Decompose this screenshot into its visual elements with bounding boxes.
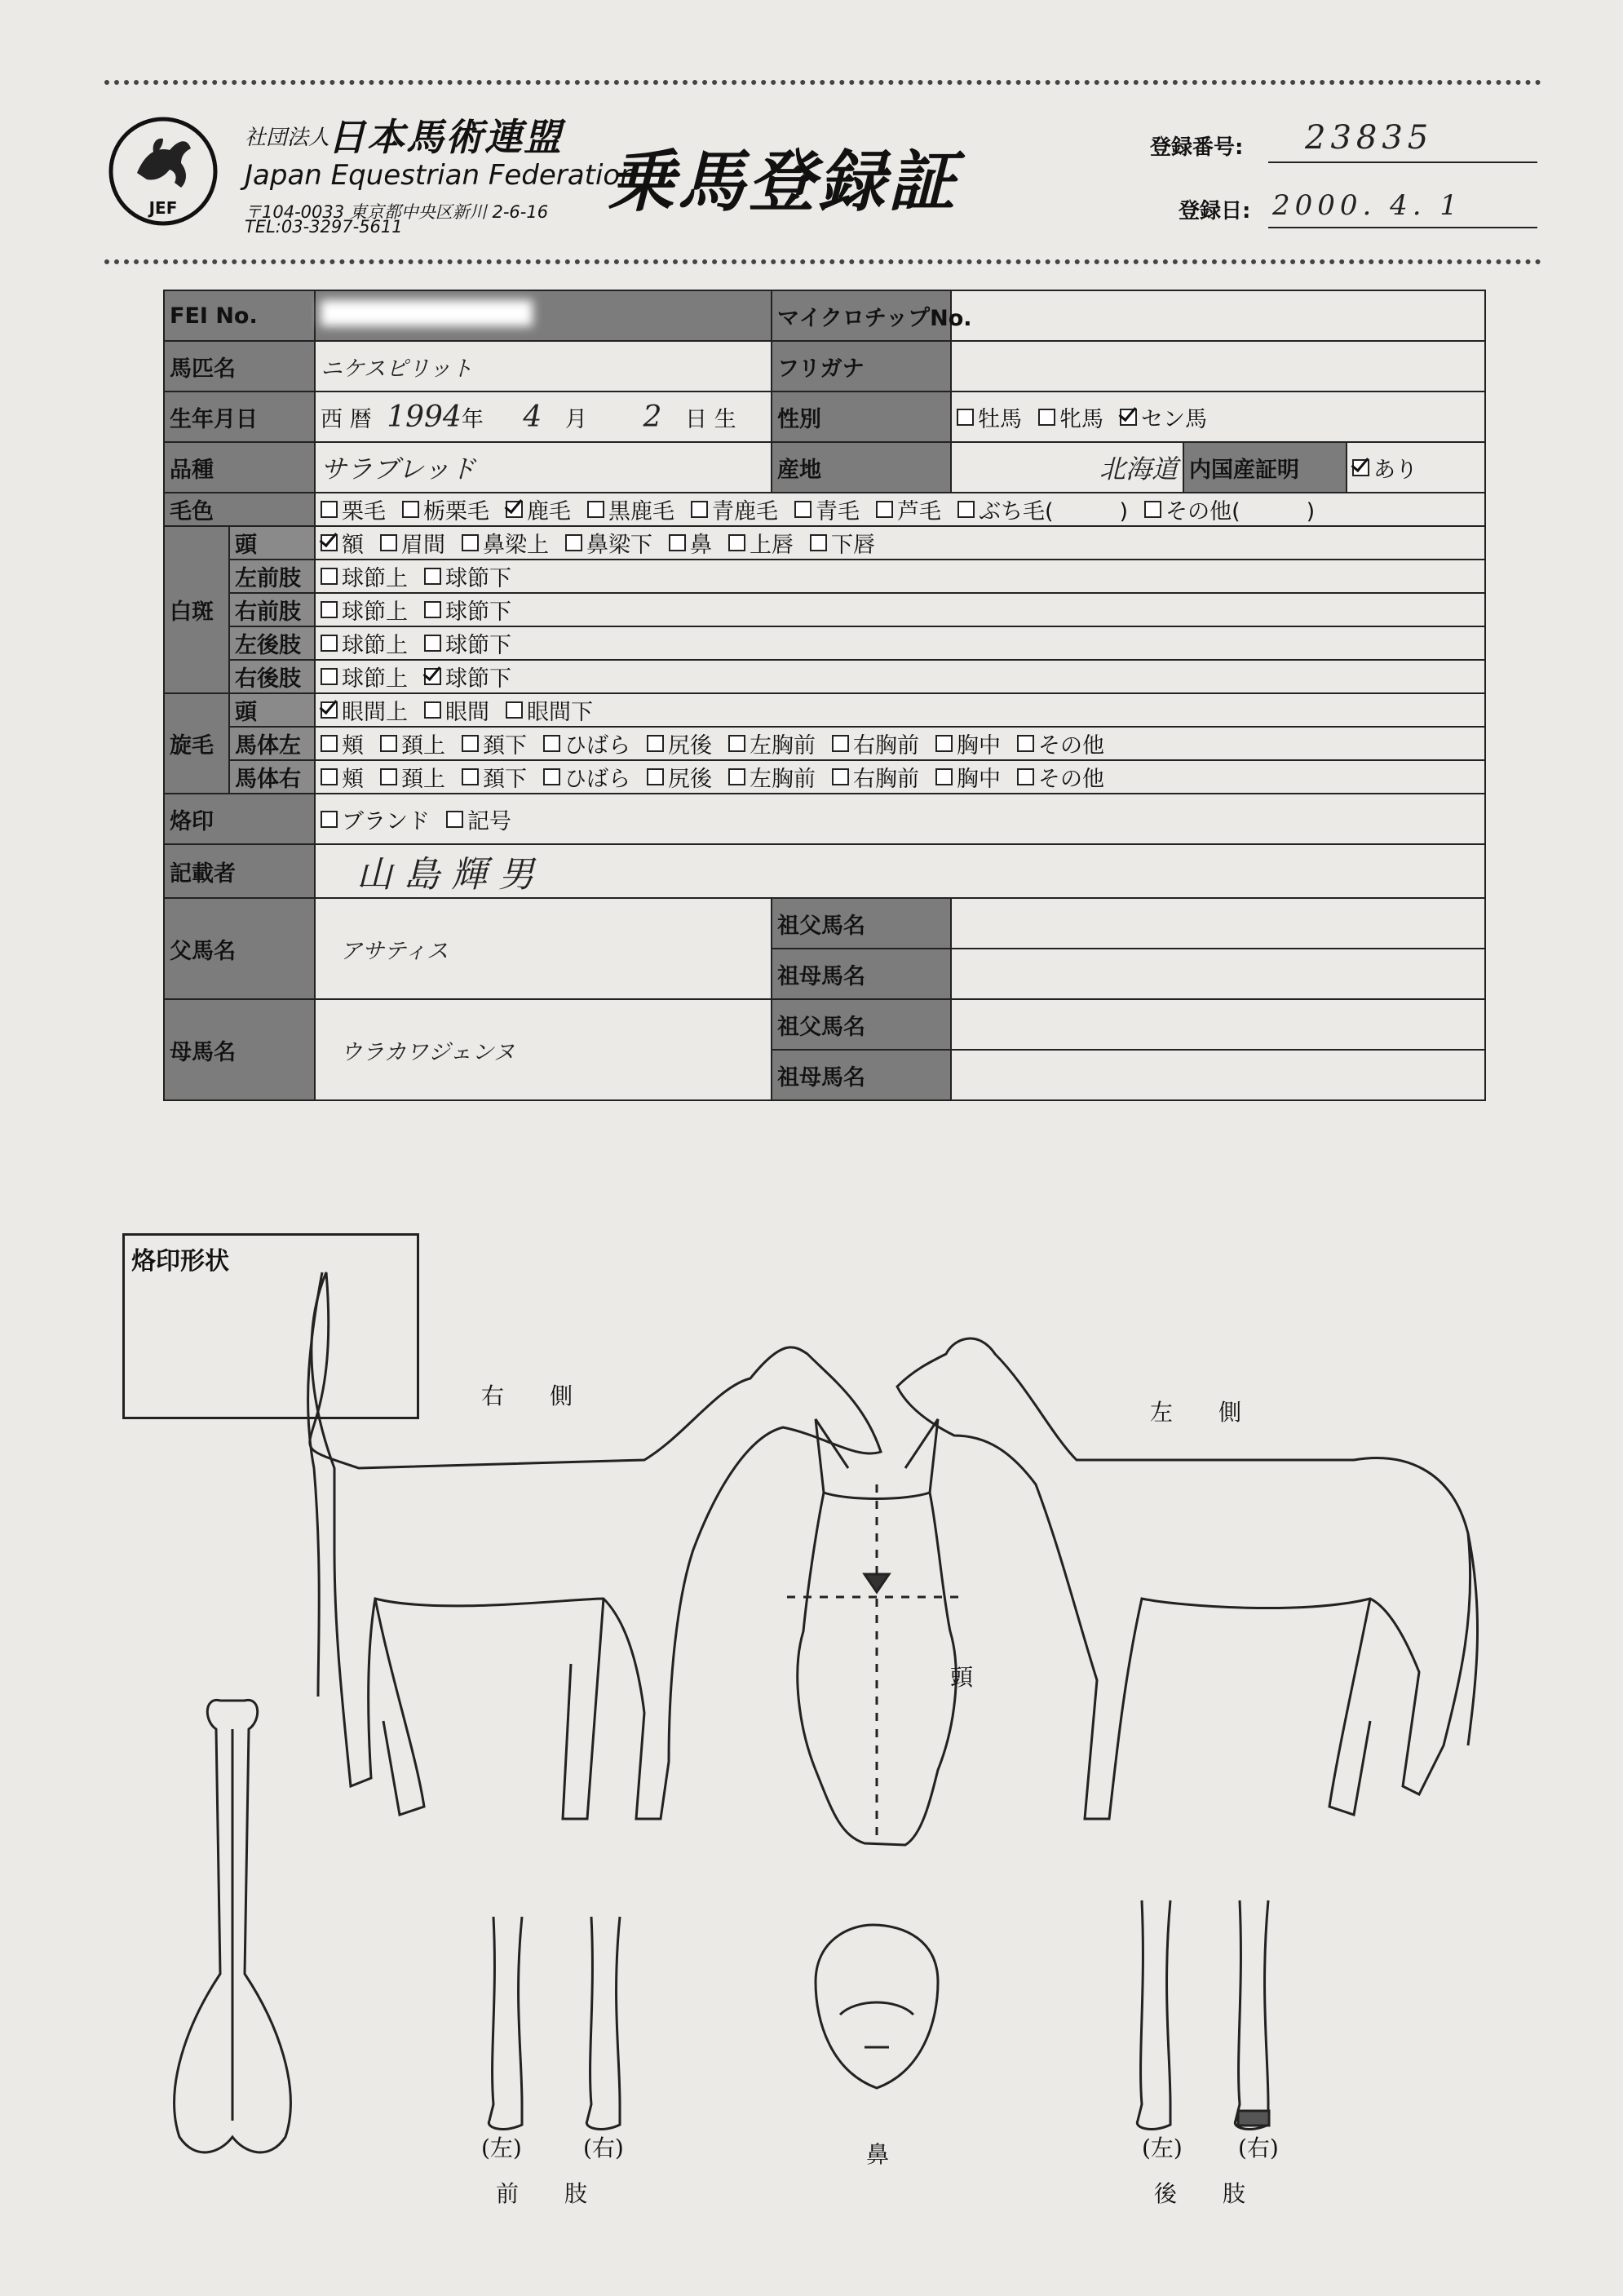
option-label: 右胸前 xyxy=(853,767,919,792)
org-corp: 社団法人 xyxy=(245,126,330,150)
option-label: 球節上 xyxy=(342,666,408,692)
origin-text: 北海道 xyxy=(1099,453,1178,484)
forelimb-label: 前 肢 xyxy=(496,2180,588,2207)
document-title: 乗馬登録証 xyxy=(608,144,958,221)
option-label: 牝馬 xyxy=(1059,406,1103,432)
option-label: セン馬 xyxy=(1141,406,1207,432)
option-label: 胸中 xyxy=(957,733,1001,759)
option-label: 眼間上 xyxy=(342,700,408,725)
option-label: 球節上 xyxy=(342,599,408,625)
option-label: 鼻 xyxy=(690,533,712,558)
org-tel: TEL:03-3297-5611 xyxy=(245,217,403,237)
whorl-part-0: 頭 xyxy=(229,693,315,727)
head-label: 頭 xyxy=(950,1664,974,1691)
option-label: 眼間下 xyxy=(527,700,593,725)
option-label: 下唇 xyxy=(831,533,875,558)
option-label: その他( ) xyxy=(1165,499,1316,524)
coat-label: 毛色 xyxy=(164,493,315,526)
reg-no-label: 登録番号: xyxy=(1150,135,1244,160)
option-label: ぶち毛( ) xyxy=(979,499,1129,524)
option-label: 鼻梁下 xyxy=(586,533,652,558)
recorder-label: 記載者 xyxy=(164,844,315,898)
sire-granddam-label: 祖母馬名 xyxy=(772,949,951,999)
option-label: 左胸前 xyxy=(750,733,816,759)
option-label: 尻後 xyxy=(668,767,712,792)
option-label: ひばら xyxy=(564,767,630,792)
fei-label: FEI No. xyxy=(164,290,315,341)
breed-value[interactable]: サラブレッド xyxy=(315,442,772,493)
option-label: 頚上 xyxy=(401,767,445,792)
option-label: 左胸前 xyxy=(750,767,816,792)
fore-right-limb xyxy=(586,1917,620,2129)
option-label: 黒鹿毛 xyxy=(608,499,674,524)
option-label: ひばら xyxy=(564,733,630,759)
option-label: 鹿毛 xyxy=(527,499,571,524)
origin-label: 産地 xyxy=(772,442,951,493)
sire-grandsire-label: 祖父馬名 xyxy=(772,898,951,949)
month-unit: 月 xyxy=(564,406,587,432)
day-unit: 日 生 xyxy=(685,406,736,432)
option-label: 頬 xyxy=(342,733,364,759)
whorl-part-1: 馬体左 xyxy=(229,727,315,760)
option-label: 青鹿毛 xyxy=(712,499,778,524)
white-label: 白斑 xyxy=(164,526,229,693)
option-label: その他 xyxy=(1038,733,1104,759)
option-label: 栃栗毛 xyxy=(423,499,489,524)
nose-diagram xyxy=(816,1925,938,2088)
domestic-cert-option: あり xyxy=(1373,457,1417,483)
horse-name-label: 馬匹名 xyxy=(164,341,315,392)
option-label: 胸中 xyxy=(957,767,1001,792)
brand-label: 烙印 xyxy=(164,794,315,844)
dam-grandsire-label: 祖父馬名 xyxy=(772,999,951,1050)
sire-value[interactable]: アサティス xyxy=(315,898,772,999)
org-address: 〒104-0033 東京都中央区新川 2-6-16 xyxy=(245,202,549,222)
option-label: 頬 xyxy=(342,767,364,792)
hind-right-limb xyxy=(1235,1900,1268,2129)
option-label: 球節下 xyxy=(445,599,511,625)
hind-left-limb xyxy=(1137,1900,1170,2129)
option-label: ブランド xyxy=(342,808,430,834)
org-name-en: Japan Equestrian Federation xyxy=(245,159,638,192)
hind-left-label: (左) xyxy=(1142,2135,1183,2161)
birth-day: 2 xyxy=(643,400,662,434)
whorl-label: 旋毛 xyxy=(164,693,229,794)
option-label: 球節下 xyxy=(445,566,511,591)
option-label: 頚上 xyxy=(401,733,445,759)
right-side-label: 右 側 xyxy=(481,1382,573,1409)
fore-left-limb xyxy=(489,1917,522,2129)
option-label: 球節下 xyxy=(445,666,511,692)
sire-label: 父馬名 xyxy=(164,898,315,999)
option-label: 記号 xyxy=(467,808,511,834)
sex-label: 性別 xyxy=(772,392,951,442)
recorder-value[interactable]: 山島輝男 xyxy=(315,844,1485,898)
logo-text: JEF xyxy=(148,198,178,218)
option-label: その他 xyxy=(1038,767,1104,792)
option-label: 球節上 xyxy=(342,566,408,591)
option-label: 上唇 xyxy=(750,533,794,558)
white-part-1: 左前肢 xyxy=(229,560,315,593)
reg-date-value: 2000. 4. 1 xyxy=(1272,189,1463,222)
white-part-0: 頭 xyxy=(229,526,315,560)
birth-label: 生年月日 xyxy=(164,392,315,442)
fore-right-label: (右) xyxy=(583,2135,624,2161)
right-side-horse xyxy=(310,1272,881,1819)
furigana-label: フリガナ xyxy=(772,341,951,392)
domestic-cert-label: 内国産証明 xyxy=(1183,442,1347,493)
reg-date-label: 登録日: xyxy=(1179,199,1251,223)
year-unit: 年 xyxy=(461,406,484,432)
option-label: 眉間 xyxy=(401,533,445,558)
breed-label: 品種 xyxy=(164,442,315,493)
option-label: 額 xyxy=(342,533,364,558)
option-label: 青毛 xyxy=(816,499,860,524)
option-label: 頚下 xyxy=(483,733,527,759)
option-label: 鼻梁上 xyxy=(483,533,549,558)
microchip-label: マイクロチップNo. xyxy=(772,290,951,341)
birth-month: 4 xyxy=(523,400,542,434)
brand-shape-label: 烙印形状 xyxy=(131,1247,229,1276)
option-label: 眼間 xyxy=(445,700,489,725)
fore-left-label: (左) xyxy=(481,2135,522,2161)
dam-label: 母馬名 xyxy=(164,999,315,1100)
option-label: 尻後 xyxy=(668,733,712,759)
option-label: 右胸前 xyxy=(853,733,919,759)
option-label: 球節下 xyxy=(445,633,511,658)
hindlimb-label: 後 肢 xyxy=(1154,2180,1246,2207)
reg-no-value: 23835 xyxy=(1305,119,1434,157)
white-part-2: 右前肢 xyxy=(229,593,315,626)
birth-era: 西 暦 xyxy=(321,406,372,432)
option-label: 栗毛 xyxy=(342,499,386,524)
option-label: 芦毛 xyxy=(897,499,941,524)
option-label: 頚下 xyxy=(483,767,527,792)
horse-name-value[interactable]: ニケスピリット xyxy=(315,341,772,392)
birth-year: 1994 xyxy=(387,400,462,434)
option-label: 牡馬 xyxy=(978,406,1022,432)
whorl-part-2: 馬体右 xyxy=(229,760,315,794)
white-part-4: 右後肢 xyxy=(229,660,315,693)
org-name: 日本馬術連盟 xyxy=(328,115,563,159)
hind-right-label: (右) xyxy=(1238,2135,1279,2161)
white-part-3: 左後肢 xyxy=(229,626,315,660)
dam-granddam-label: 祖母馬名 xyxy=(772,1050,951,1100)
dam-value[interactable]: ウラカワジェンヌ xyxy=(315,999,772,1100)
option-label: 球節上 xyxy=(342,633,408,658)
nose-label: 鼻 xyxy=(866,2141,890,2168)
left-side-label: 左 側 xyxy=(1150,1399,1242,1426)
